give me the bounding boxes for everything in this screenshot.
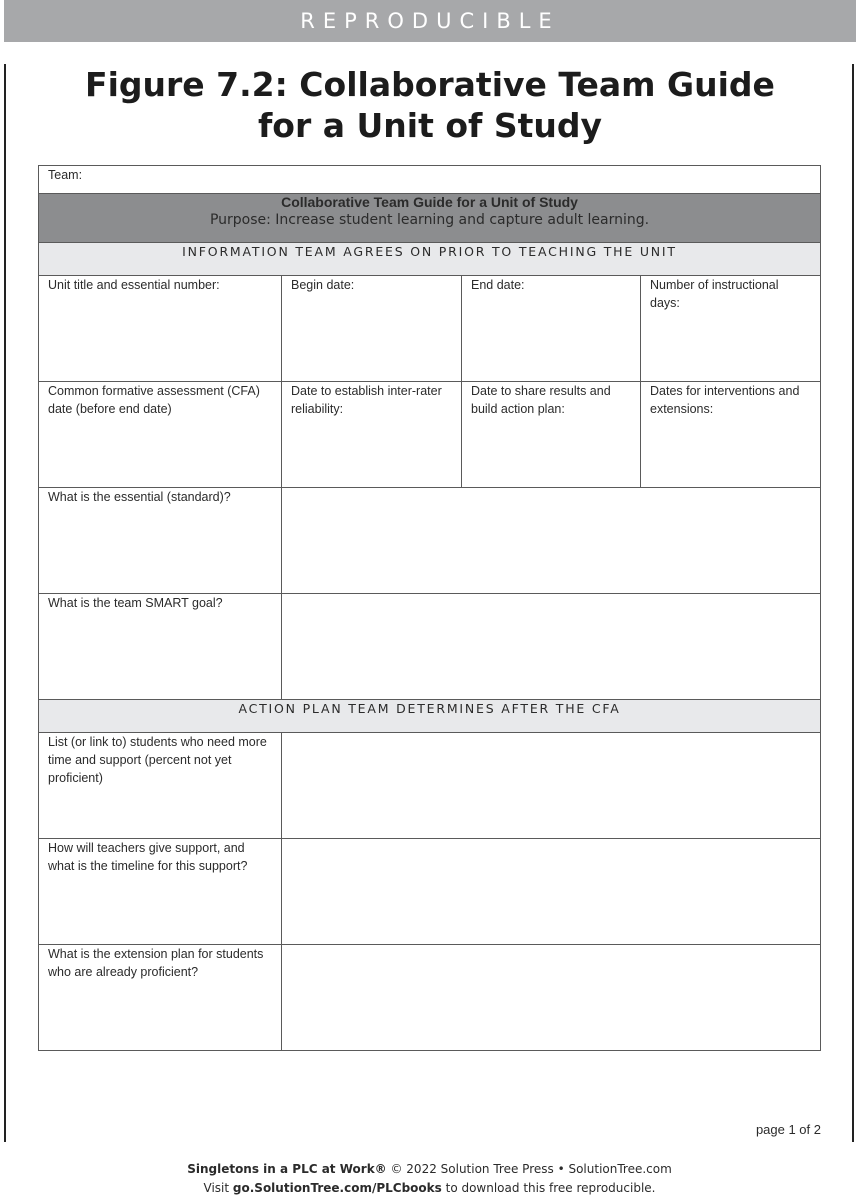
teacher-support-input[interactable] bbox=[282, 839, 821, 945]
page-title-line2: for a Unit of Study bbox=[257, 106, 603, 145]
form-header-title: Collaborative Team Guide for a Unit of Study bbox=[281, 194, 578, 210]
teacher-support-label-cell bbox=[39, 839, 282, 945]
students-support-label-cell bbox=[39, 733, 282, 839]
footer-book-title: Singletons in a PLC at Work® bbox=[187, 1162, 387, 1176]
essential-standard-label-cell bbox=[39, 488, 282, 594]
students-support-input[interactable] bbox=[282, 733, 821, 839]
footer-line2 bbox=[0, 1179, 859, 1198]
right-margin-rule bbox=[852, 64, 854, 1142]
inter-rater-date-field[interactable] bbox=[282, 382, 462, 488]
essential-standard-input[interactable] bbox=[282, 488, 821, 594]
share-results-date-label: Date to share results and build action plan: bbox=[471, 384, 611, 416]
extension-plan-input[interactable] bbox=[282, 945, 821, 1051]
inter-rater-date-label: Date to establish inter-rater reliability: bbox=[291, 384, 442, 416]
smart-goal-input[interactable] bbox=[282, 594, 821, 700]
page-number: page 1 of 2 bbox=[755, 1122, 821, 1137]
instructional-days-field[interactable] bbox=[641, 276, 821, 382]
cfa-date-label: Common formative assessment (CFA) date (before end date) bbox=[48, 384, 260, 416]
footer-tail: to download this free reproducible. bbox=[441, 1181, 656, 1195]
reproducible-banner: REPRODUCIBLE bbox=[4, 0, 856, 42]
begin-date-field[interactable] bbox=[282, 276, 462, 382]
section-header-action-plan: ACTION PLAN TEAM DETERMINES AFTER THE CFA bbox=[39, 700, 821, 733]
interventions-dates-field[interactable] bbox=[641, 382, 821, 488]
footer-copyright: © 2022 Solution Tree Press • SolutionTree.com bbox=[386, 1162, 672, 1176]
page-title bbox=[40, 64, 820, 146]
end-date-label: End date: bbox=[471, 278, 525, 292]
footer-line1 bbox=[0, 1160, 859, 1179]
footer-visit: Visit bbox=[203, 1181, 233, 1195]
form-header bbox=[39, 194, 821, 243]
team-label: Team: bbox=[48, 168, 83, 182]
interventions-dates-label: Dates for interventions and extensions: bbox=[650, 384, 800, 416]
left-margin-rule bbox=[4, 64, 6, 1142]
smart-goal-label-cell bbox=[39, 594, 282, 700]
unit-title-label: Unit title and essential number: bbox=[48, 278, 220, 292]
share-results-date-field[interactable] bbox=[462, 382, 641, 488]
smart-goal-label: What is the team SMART goal? bbox=[48, 596, 223, 610]
students-support-label: List (or link to) students who need more time and support (percent not yet proficient) bbox=[48, 735, 267, 785]
team-field[interactable] bbox=[39, 166, 821, 194]
essential-standard-label: What is the essential (standard)? bbox=[48, 490, 231, 504]
teacher-support-label: How will teachers give support, and what is the timeline for this support? bbox=[48, 841, 248, 873]
extension-plan-label-cell bbox=[39, 945, 282, 1051]
team-guide-form bbox=[38, 165, 821, 1051]
cfa-date-field[interactable] bbox=[39, 382, 282, 488]
footer bbox=[0, 1160, 859, 1198]
instructional-days-label: Number of instructional days: bbox=[650, 278, 779, 310]
begin-date-label: Begin date: bbox=[291, 278, 355, 292]
form-header-purpose: Purpose: Increase student learning and capture adult learning. bbox=[209, 212, 650, 228]
extension-plan-label: What is the extension plan for students who are already proficient? bbox=[48, 947, 264, 979]
section-header-prior-to-teaching: INFORMATION TEAM AGREES ON PRIOR TO TEACHING THE UNIT bbox=[39, 243, 821, 276]
unit-title-field[interactable] bbox=[39, 276, 282, 382]
footer-download-link[interactable]: go.SolutionTree.com/PLCbooks bbox=[232, 1181, 442, 1195]
page-title-line1: Figure 7.2: Collaborative Team Guide bbox=[85, 65, 775, 104]
end-date-field[interactable] bbox=[462, 276, 641, 382]
